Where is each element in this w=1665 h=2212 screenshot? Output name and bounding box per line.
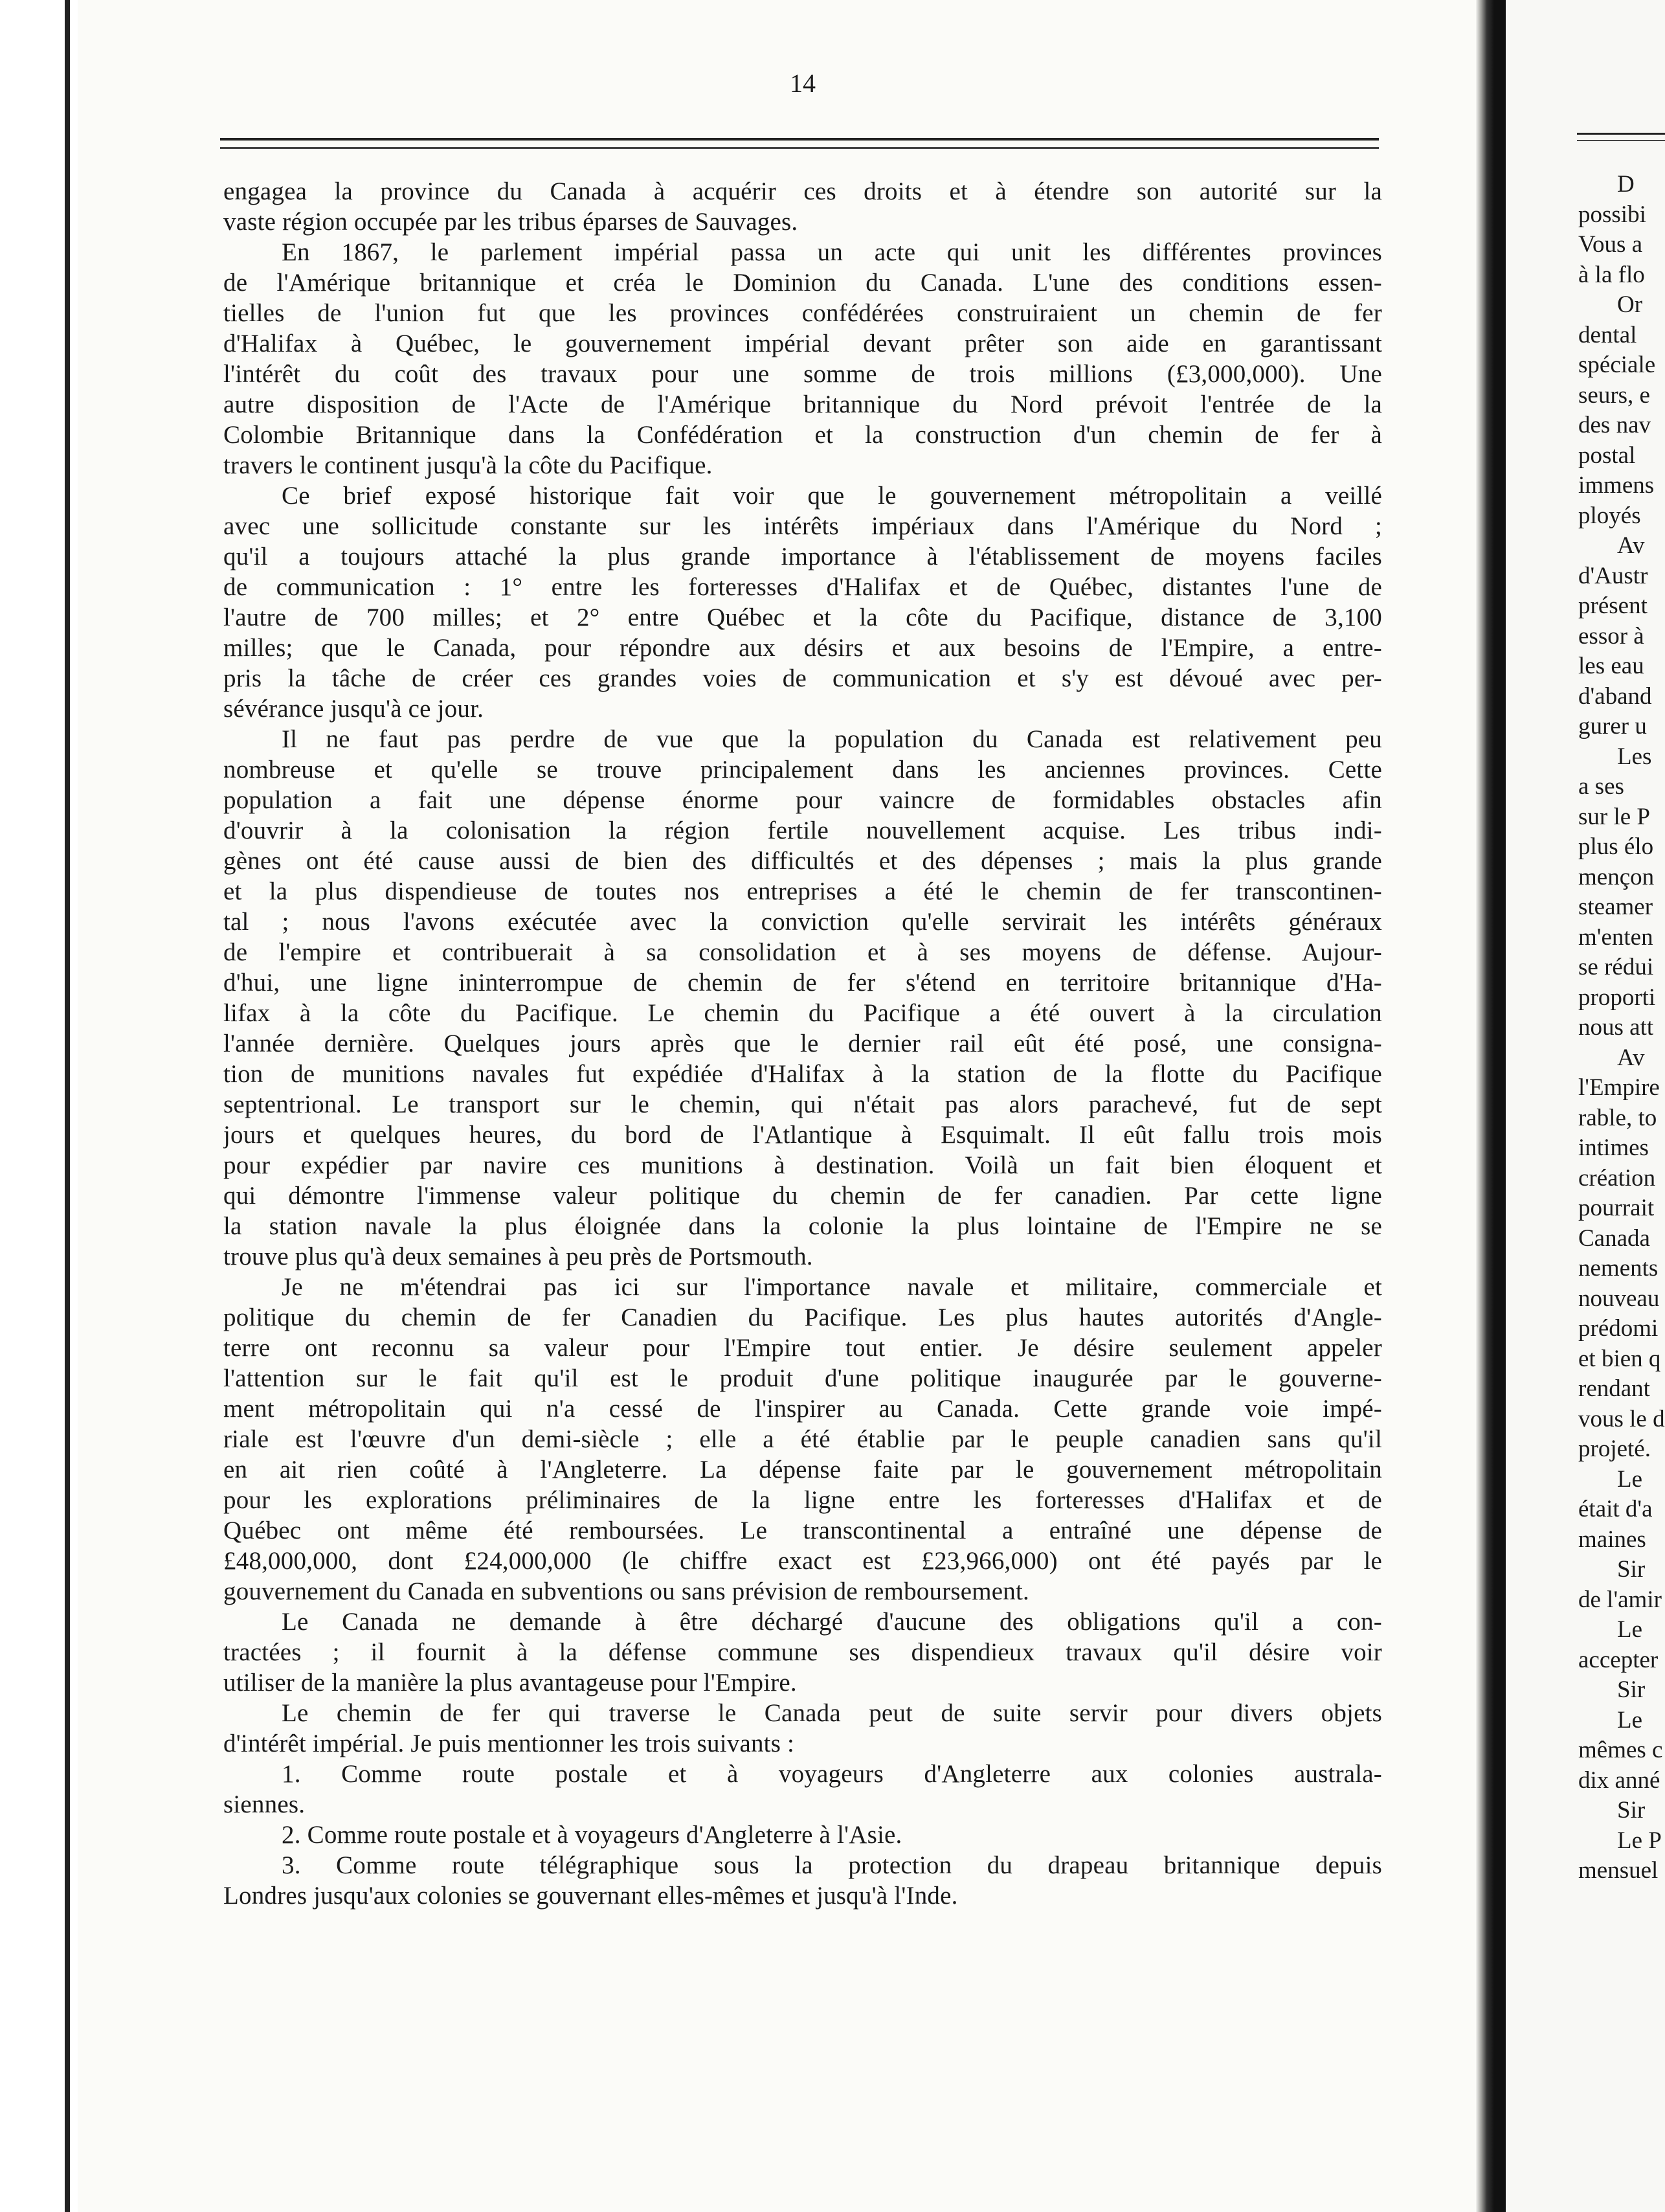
text-line: prédomi	[1578, 1315, 1659, 1342]
text-line: d'Austr	[1578, 562, 1648, 589]
text-line: mêmes c	[1578, 1737, 1663, 1763]
text-line: Londres jusqu'aux colonies se gouvernant elles-mêmes et jusqu'à l'Inde.	[223, 1882, 958, 1910]
text-line: possibi	[1578, 201, 1646, 228]
text-line: de l'Amérique britannique et créa le Dominion du Canada. L'une des conditions essen-	[223, 269, 1382, 297]
text-line: Colombie Britannique dans la Confédération et la construction d'un chemin de fer à	[223, 421, 1382, 449]
text-line: steamer	[1578, 894, 1653, 920]
text-line: de communication : 1° entre les forteresses d'Halifax et de Québec, distantes l'une de	[223, 573, 1382, 601]
text-line: tractées ; il fournit à la défense commune ses dispendieux travaux qu'il désire voir	[223, 1638, 1382, 1666]
text-line: proporti	[1578, 984, 1656, 1011]
text-line: Le chemin de fer qui traverse le Canada peut de suite servir pour divers objets	[282, 1699, 1382, 1727]
text-line: l'année dernière. Quelques jours après que le dernier rail eût été posé, une consigna-	[223, 1030, 1382, 1057]
text-line: à la flo	[1578, 261, 1645, 288]
text-line: Vous a	[1578, 231, 1643, 258]
text-line: nements	[1578, 1255, 1659, 1281]
text-line: Il ne faut pas perdre de vue que la population du Canada est relativement peu	[282, 725, 1382, 753]
text-line: 3. Comme route télégraphique sous la protection du drapeau britannique depuis	[282, 1851, 1382, 1879]
text-line: en ait rien coûté à l'Angleterre. La dépense faite par le gouvernement métropolitain	[223, 1456, 1382, 1484]
text-line: septentrional. Le transport sur le chemin, qui n'était pas alors parachevé, fut de sept	[223, 1090, 1382, 1118]
text-line: autre disposition de l'Acte de l'Amérique britannique du Nord prévoit l'entrée de la	[223, 390, 1382, 418]
text-line: Le	[1617, 1465, 1643, 1493]
text-line: pris la tâche de créer ces grandes voies de communication et s'y est dévoué avec per-	[223, 664, 1382, 692]
text-line: Le Canada ne demande à être déchargé d'aucune des obligations qu'il a con-	[282, 1608, 1382, 1636]
header-rule	[220, 138, 1379, 149]
text-line: vaste région occupée par les tribus éparses de Sauvages.	[223, 208, 798, 236]
book-spine	[1476, 0, 1494, 2212]
text-line: Les	[1617, 743, 1652, 770]
page-number: 14	[790, 69, 816, 98]
text-line: Le P	[1617, 1827, 1662, 1854]
text-line: dix anné	[1578, 1766, 1660, 1794]
book-spine-shadow	[1494, 0, 1506, 2212]
text-line: d'ouvrir à la colonisation la région fertile nouvellement acquise. Les tribus indi-	[223, 817, 1382, 844]
text-line: £48,000,000, dont £24,000,000 (le chiffre exact est £23,966,000) ont été payés par le	[223, 1547, 1382, 1575]
text-line: m'enten	[1578, 923, 1653, 951]
text-line: jours et quelques heures, du bord de l'Atlantique à Esquimalt. Il eût fallu trois mois	[223, 1121, 1382, 1149]
text-line: qu'il a toujours attaché la plus grande importance à l'établissement de moyens faciles	[223, 543, 1382, 570]
left-margin	[0, 0, 65, 2212]
text-line: nouveau	[1578, 1285, 1660, 1312]
text-line: utiliser de la manière la plus avantageuse pour l'Empire.	[223, 1669, 797, 1697]
text-line: se rédui	[1578, 954, 1654, 980]
text-line: Je ne m'étendrai pas ici sur l'importance navale et militaire, commerciale et	[282, 1273, 1382, 1301]
text-line: qui démontre l'immense valeur politique du chemin de fer canadien. Par cette ligne	[223, 1182, 1382, 1210]
text-line: intimes	[1578, 1134, 1649, 1161]
text-line: présent	[1578, 592, 1648, 619]
left-page-text	[223, 176, 1382, 1911]
text-line: tion de munitions navales fut expédiée d'Halifax à la station de la flotte du Pacifique	[223, 1060, 1382, 1088]
text-line: pour les explorations préliminaires de la ligne entre les forteresses d'Halifax et de	[223, 1486, 1382, 1514]
text-line: pour expédier par navire ces munitions à destination. Voilà un fait bien éloquent et	[223, 1151, 1382, 1179]
text-line: avec une sollicitude constante sur les intérêts impériaux dans l'Amérique du Nord ;	[223, 512, 1382, 540]
text-line: essor à	[1578, 622, 1644, 649]
text-line: et la plus dispendieuse de toutes nos entreprises a été le chemin de fer transcontinen-	[223, 877, 1382, 905]
right-page-text	[1578, 170, 1665, 1886]
text-line: projeté.	[1578, 1436, 1651, 1462]
text-line: d'intérêt impérial. Je puis mentionner les trois suivants :	[223, 1730, 795, 1757]
text-line: engagea la province du Canada à acquérir ces droits et à étendre son autorité sur la	[223, 177, 1382, 205]
text-line: Sir	[1617, 1556, 1646, 1583]
text-line: Av	[1617, 532, 1645, 559]
left-border-line	[65, 0, 70, 2212]
text-line: terre ont reconnu sa valeur pour l'Empire tout entier. Je désire seulement appeler	[223, 1334, 1382, 1362]
text-line: lifax à la côte du Pacifique. Le chemin du Pacifique a été ouvert à la circulation	[223, 999, 1382, 1027]
text-line: Canada	[1578, 1224, 1650, 1252]
text-line: d'hui, une ligne ininterrompue de chemin de fer s'étend en territoire britannique d'Ha-	[223, 969, 1382, 997]
text-line: l'attention sur le fait qu'il est le produit d'une politique inaugurée par le gouverne-	[223, 1364, 1382, 1392]
text-line: tielles de l'union fut que les provinces confédérées construiraient un chemin de fer	[223, 299, 1382, 327]
text-line: ployés	[1578, 502, 1641, 529]
text-line: rendant	[1578, 1375, 1650, 1402]
text-line: nombreuse et qu'elle se trouve principalement dans les anciennes provinces. Cette	[223, 756, 1382, 784]
text-line: nous att	[1578, 1014, 1654, 1041]
text-line: les eau	[1578, 653, 1644, 679]
text-line: postal	[1578, 442, 1636, 469]
text-line: siennes.	[223, 1790, 306, 1818]
text-line: D	[1617, 171, 1635, 198]
text-line: sur le P	[1578, 803, 1650, 830]
text-line: rable, to	[1578, 1104, 1657, 1131]
text-line: d'Halifax à Québec, le gouvernement impérial devant prêter son aide en garantissant	[223, 330, 1382, 357]
text-line: dental	[1578, 321, 1637, 348]
text-line: milles; que le Canada, pour répondre aux désirs et aux besoins de l'Empire, a entre-	[223, 634, 1382, 662]
text-line: politique du chemin de fer Canadien du Pacifique. Les plus hautes autorités d'Angle-	[223, 1304, 1382, 1331]
text-line: 2. Comme route postale et à voyageurs d'Angleterre à l'Asie.	[282, 1821, 902, 1849]
text-line: immens	[1578, 472, 1655, 499]
right-header-rule	[1577, 133, 1665, 141]
text-line: des nav	[1578, 412, 1651, 438]
text-line: vous le d	[1578, 1405, 1665, 1432]
text-line: travers le continent jusqu'à la côte du Pacifique.	[223, 451, 713, 479]
text-line: Sir	[1617, 1676, 1646, 1703]
text-line: l'intérêt du coût des travaux pour une somme de trois millions (£3,000,000). Une	[223, 360, 1382, 388]
text-line: et bien q	[1578, 1345, 1661, 1372]
text-line: de l'amir	[1578, 1586, 1662, 1613]
text-line: Ce brief exposé historique fait voir que le gouvernement métropolitain a veillé	[282, 482, 1382, 510]
text-line: la station navale la plus éloignée dans la colonie la plus lointaine de l'Empire ne se	[223, 1212, 1382, 1240]
text-line: l'Empire	[1578, 1074, 1660, 1101]
text-line: gènes ont été cause aussi de bien des difficultés et des dépenses ; mais la plus grande	[223, 847, 1382, 875]
text-line: a ses	[1578, 773, 1624, 800]
text-line: En 1867, le parlement impérial passa un acte qui unit les différentes provinces	[282, 238, 1382, 266]
text-line: l'autre de 700 milles; et 2° entre Québec et la côte du Pacifique, distance de 3,100	[223, 604, 1382, 631]
text-line: sévérance jusqu'à ce jour.	[223, 695, 484, 723]
text-line: création	[1578, 1164, 1656, 1191]
text-line: maines	[1578, 1526, 1646, 1553]
text-line: plus élo	[1578, 833, 1654, 860]
text-line: mençon	[1578, 863, 1655, 890]
right-page	[1506, 0, 1665, 2212]
text-line: Sir	[1617, 1797, 1646, 1823]
text-line: Le	[1617, 1706, 1643, 1733]
text-line: mensuel	[1578, 1857, 1659, 1884]
text-line: population a fait une dépense énorme pour vaincre de formidables obstacles afin	[223, 786, 1382, 814]
text-line: pourrait	[1578, 1195, 1655, 1221]
text-line: 1. Comme route postale et à voyageurs d'Angleterre aux colonies australa-	[282, 1760, 1382, 1788]
text-line: d'aband	[1578, 683, 1652, 710]
text-line: Québec ont même été remboursées. Le transcontinental a entraîné une dépense de	[223, 1517, 1382, 1544]
text-line: de l'empire et contribuerait à sa consolidation et à ses moyens de défense. Aujour-	[223, 938, 1382, 966]
text-line: spéciale	[1578, 352, 1656, 378]
text-line: Le	[1617, 1616, 1643, 1643]
text-line: ment métropolitain qui n'a cessé de l'inspirer au Canada. Cette grande voie impé-	[223, 1395, 1382, 1423]
text-line: était d'a	[1578, 1496, 1653, 1522]
text-line: trouve plus qu'à deux semaines à peu près de Portsmouth.	[223, 1243, 813, 1270]
text-line: seurs, e	[1578, 381, 1650, 409]
text-line: tal ; nous l'avons exécutée avec la conviction qu'elle servirait les intérêts généraux	[223, 908, 1382, 936]
text-line: Av	[1617, 1044, 1645, 1071]
text-line: riale est l'œuvre d'un demi-siècle ; elle a été établie par le peuple canadien sans qu'il	[223, 1425, 1382, 1453]
text-line: accepter	[1578, 1646, 1659, 1673]
text-line: gurer u	[1578, 713, 1647, 739]
text-line: Or	[1617, 291, 1643, 318]
text-line: gouvernement du Canada en subventions ou sans prévision de remboursement.	[223, 1577, 1029, 1605]
